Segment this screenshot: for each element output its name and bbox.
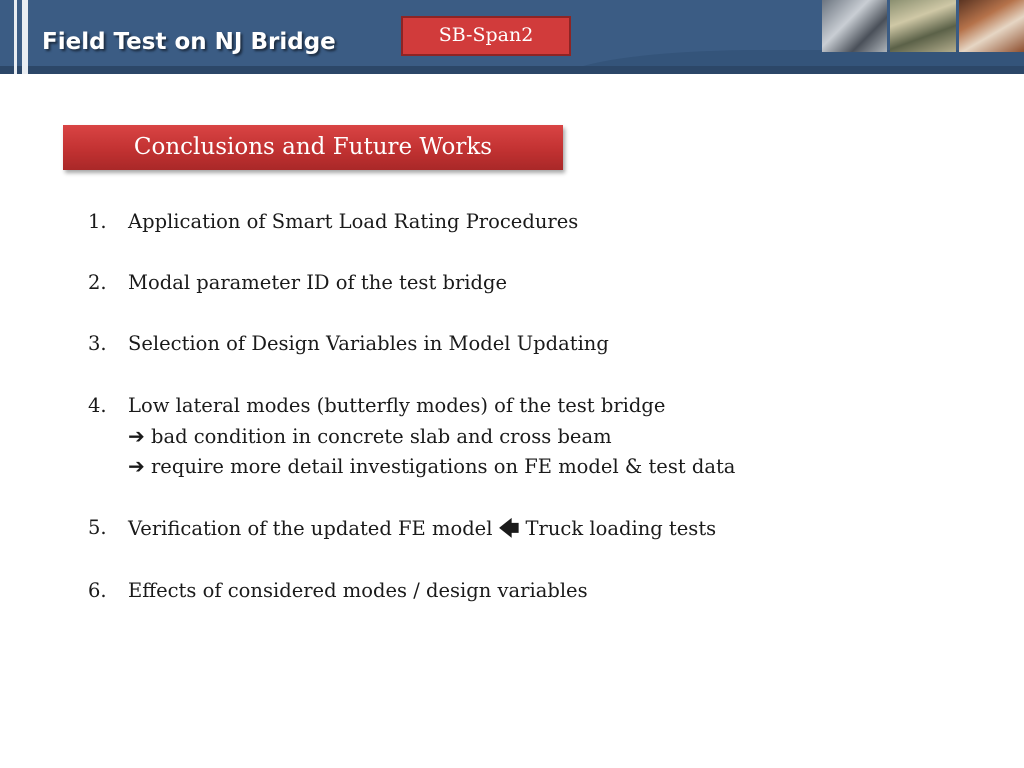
list-item [88,391,988,483]
section-title: Conclusions and Future Works [63,125,563,170]
item-text: Modal parameter ID of the test bridge [128,271,508,294]
item-text [128,513,716,544]
header-stripe [14,0,17,74]
right-arrow-icon: ➔ [128,424,145,448]
bridge-photo [822,0,887,52]
sub-point [128,421,612,452]
rust-photo [959,0,1024,52]
item-number: 5. [88,516,107,539]
item-number: 6. [88,579,107,602]
item-text: Low lateral modes (butterfly modes) of the test bridge [128,394,666,417]
header-stripe [22,0,28,74]
deck-photo [890,0,955,52]
item-text-after: Truck loading tests [525,517,717,540]
item-text: Selection of Design Variables in Model Updating [128,332,609,355]
item-number: 4. [88,394,107,417]
item-text: Application of Smart Load Rating Procedures [128,210,579,233]
header-photo-strip [822,0,1024,52]
span-badge: SB-Span2 [401,16,571,56]
item-text: Effects of considered modes / design variables [128,579,588,602]
right-arrow-icon: ➔ [128,454,145,478]
sub-point-text: require more detail investigations on FE model & test data [150,455,736,478]
presentation-title: Field Test on NJ Bridge [42,29,336,55]
sub-point [128,451,735,482]
header-bar [0,0,1024,74]
item-number: 1. [88,210,107,233]
left-arrow-icon: 🡄 [498,516,520,540]
item-number: 2. [88,271,107,294]
header-lower-band [0,66,1024,74]
item-number: 3. [88,332,107,355]
sub-point-text: bad condition in concrete slab and cross beam [150,425,612,448]
item-text-before: Verification of the updated FE model [128,517,493,540]
